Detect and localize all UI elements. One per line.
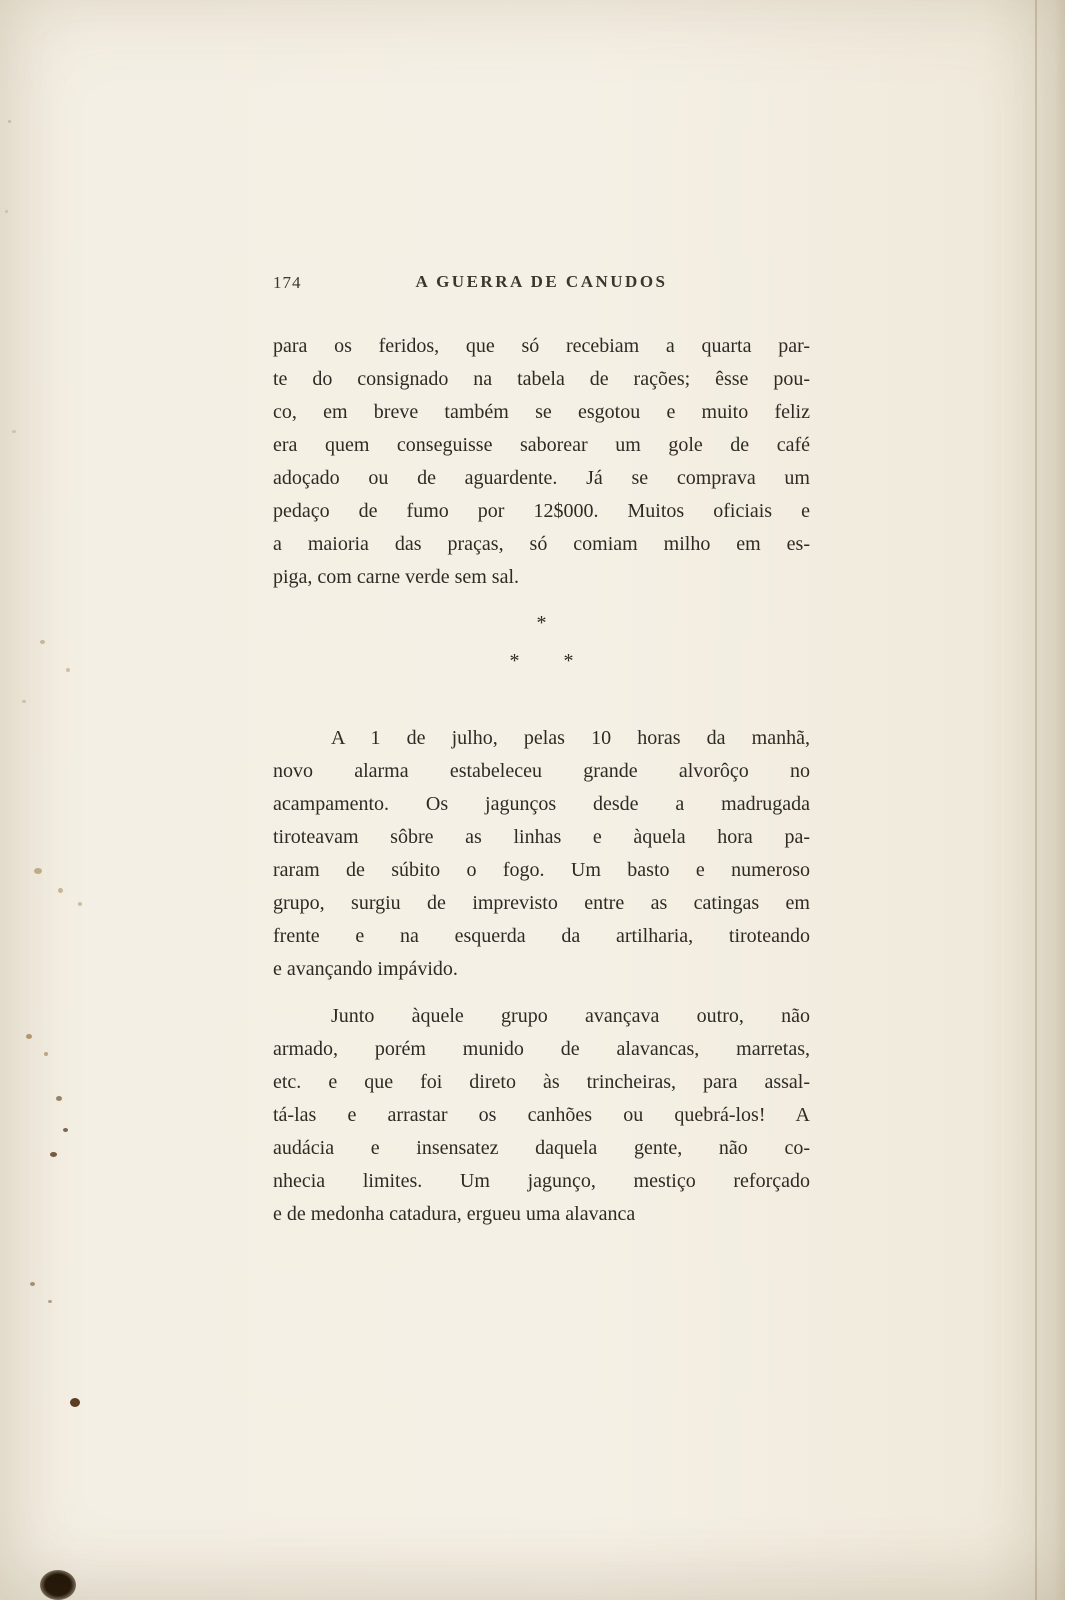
text-line: tiroteavam sôbre as linhas e àquela hora pa- <box>273 826 810 848</box>
text-line: acampamento. Os jagunços desde a madrugada <box>273 793 810 815</box>
text-line: novo alarma estabeleceu grande alvorôço no <box>273 760 810 782</box>
ink-stain <box>12 430 16 433</box>
ink-stain <box>70 1398 80 1407</box>
ink-stain <box>63 1128 68 1132</box>
text-line: piga, com carne verde sem sal. <box>273 566 520 588</box>
ink-stain <box>40 640 45 644</box>
paragraph-1 <box>273 330 810 594</box>
text-line: para os feridos, que só recebiam a quarta par- <box>273 335 810 357</box>
page-number: 174 <box>273 273 302 292</box>
section-separator <box>273 612 810 672</box>
ink-stain <box>66 668 70 672</box>
text-line: A 1 de julho, pelas 10 horas da manhã, <box>331 727 810 749</box>
ink-stain <box>34 868 42 874</box>
page-edge-shadow <box>1035 0 1037 1600</box>
text-line: armado, porém munido de alavancas, marretas, <box>273 1038 810 1060</box>
text-line: e avançando impávido. <box>273 958 458 980</box>
ink-stain <box>5 210 8 213</box>
ink-stain <box>26 1034 32 1039</box>
page-header <box>273 272 810 292</box>
paragraph-2 <box>273 722 810 986</box>
ink-stain <box>78 902 82 906</box>
ink-stain <box>56 1096 62 1101</box>
ink-stain <box>58 888 63 893</box>
running-title: A GUERRA DE CANUDOS <box>415 272 668 291</box>
text-line: era quem conseguisse saborear um gole de café <box>273 434 810 456</box>
text-line: nhecia limites. Um jagunço, mestiço reforçado <box>273 1170 810 1192</box>
text-line: tá-las e arrastar os canhões ou quebrá-los! A <box>273 1104 810 1126</box>
text-line: pedaço de fumo por 12$000. Muitos oficiais e <box>273 500 810 522</box>
ink-stain <box>44 1052 48 1056</box>
paragraph-3 <box>273 1000 810 1231</box>
text-line: Junto àquele grupo avançava outro, não <box>331 1005 810 1027</box>
ink-stain <box>40 1570 76 1600</box>
text-line: audácia e insensatez daquela gente, não co- <box>273 1137 810 1159</box>
ink-stain <box>48 1300 52 1303</box>
text-line: raram de súbito o fogo. Um basto e numeroso <box>273 859 810 881</box>
ink-stain <box>22 700 26 703</box>
text-line: a maioria das praças, só comiam milho em es- <box>273 533 810 555</box>
separator-row-bottom <box>273 650 810 672</box>
asterisk-icon: * <box>563 650 574 672</box>
separator-row-top <box>273 612 810 634</box>
text-line: co, em breve também se esgotou e muito feliz <box>273 401 810 423</box>
asterisk-icon: * <box>509 650 520 672</box>
text-line: e de medonha catadura, ergueu uma alavanca <box>273 1203 636 1225</box>
text-line: frente e na esquerda da artilharia, tiroteando <box>273 925 810 947</box>
asterisk-icon: * <box>536 612 547 634</box>
text-line: grupo, surgiu de imprevisto entre as catingas em <box>273 892 810 914</box>
ink-stain <box>30 1282 35 1286</box>
text-line: te do consignado na tabela de rações; êsse pou- <box>273 368 810 390</box>
ink-stain <box>50 1152 57 1157</box>
text-line: etc. e que foi direto às trincheiras, para assal- <box>273 1071 810 1093</box>
text-line: adoçado ou de aguardente. Já se comprava um <box>273 467 810 489</box>
ink-stain <box>8 120 11 123</box>
